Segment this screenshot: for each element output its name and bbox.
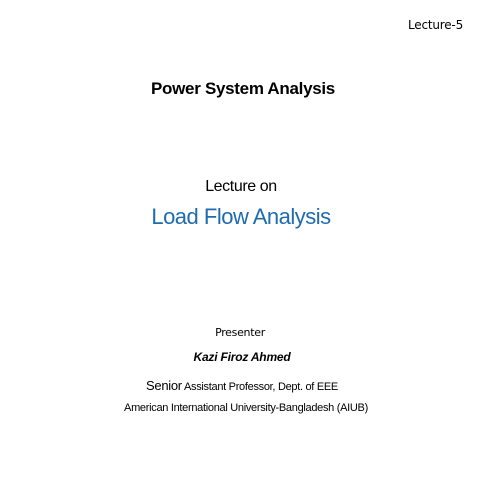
- presenter-label: Presenter: [215, 326, 265, 339]
- designation-rest: Assistant Professor, Dept. of EEE: [181, 381, 338, 393]
- lecture-intro: Lecture on: [205, 178, 277, 195]
- course-title: Power System Analysis: [151, 79, 335, 98]
- presenter-affiliation: American International University-Bangladesh (AIUB): [124, 402, 368, 414]
- lecture-topic: Load Flow Analysis: [151, 204, 331, 229]
- presenter-name: Kazi Firoz Ahmed: [193, 350, 291, 364]
- lecture-number: Lecture-5: [408, 18, 463, 32]
- presenter-designation: [0, 378, 480, 393]
- designation-lead: Senior: [146, 378, 182, 393]
